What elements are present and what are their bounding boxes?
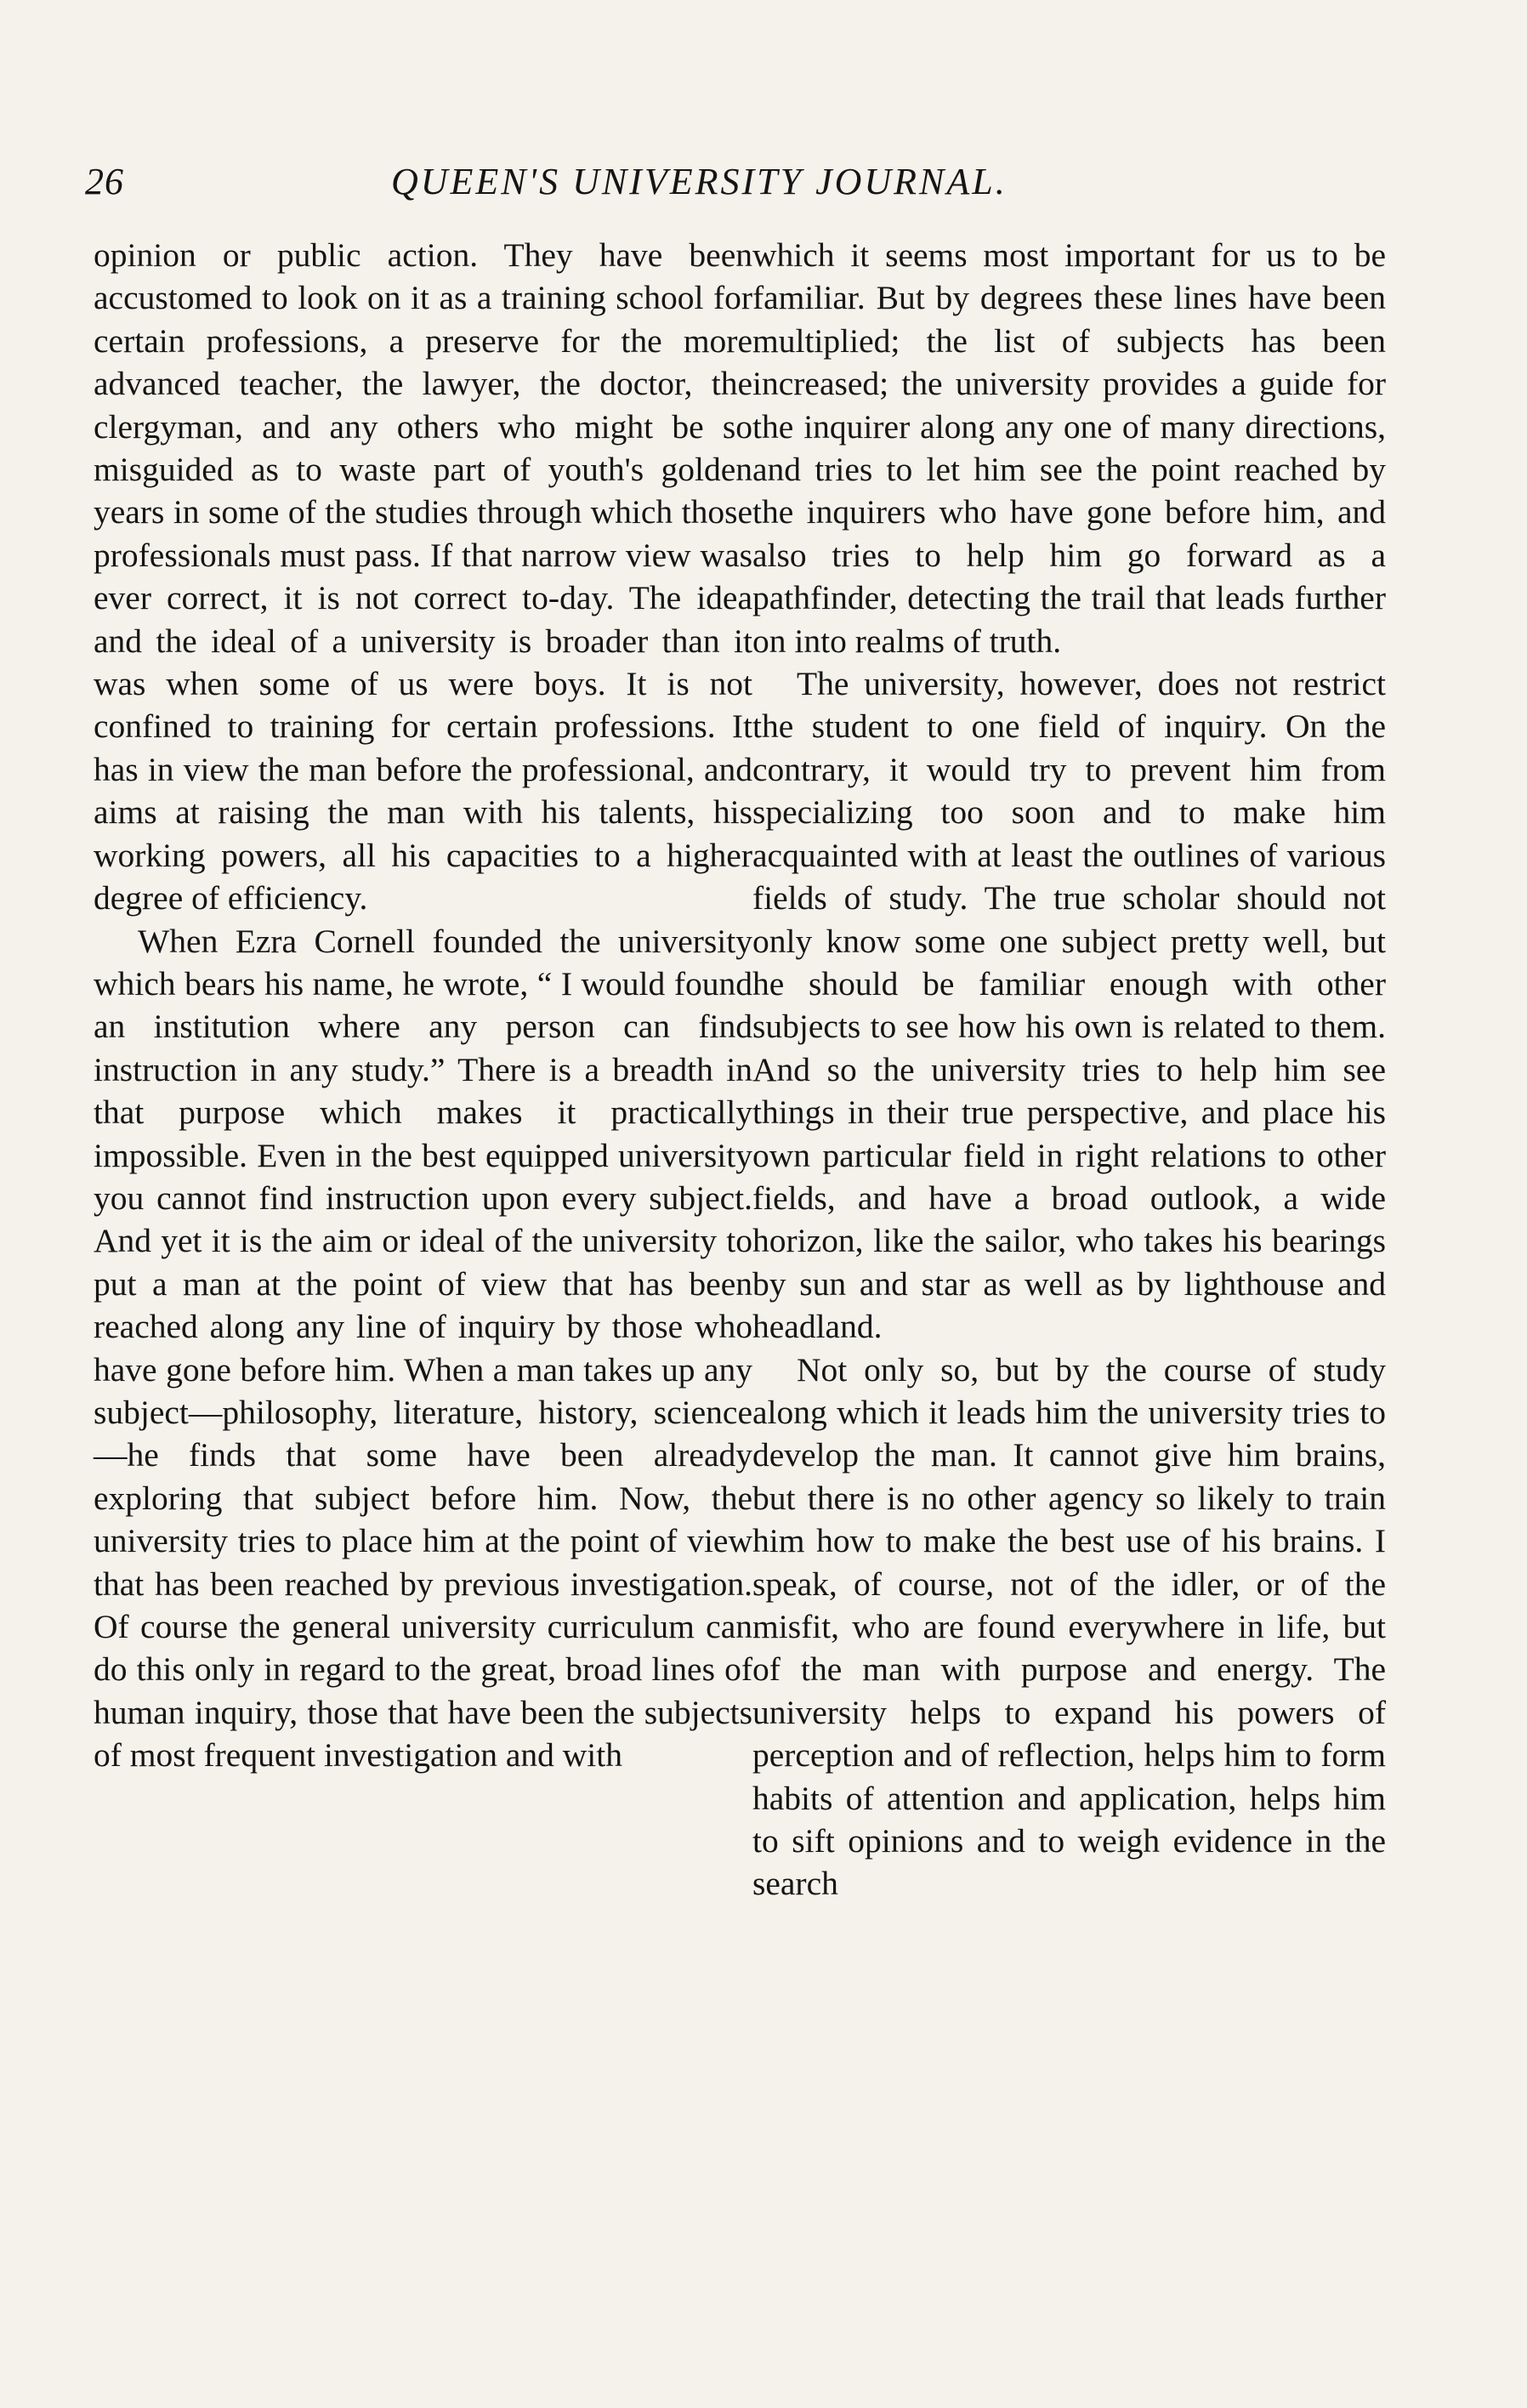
page-number: 26 bbox=[85, 161, 124, 202]
page-header bbox=[85, 151, 1054, 211]
paragraph: When Ezra Cornell founded the university which bears his name, he wrote, “ I would found an institution where any person can find instruction in any study.” There is a breadth in that purpose which makes it practically impossible. Even in the best equipped university you cannot find instruction upon every subject. And yet it is the aim or ideal of the university to put a man at the point of view that has been reached along any line of inquiry by those who have gone before him. When a man takes up any subject—philosophy, literature, history, science—he finds that some have been already exploring that subject before him. Now, the university tries to place him at the point of view that has been reached by previous investigation. Of course the general university curriculum can do this only in regard to the great, broad lines of human inquiry, those that have been the subjects of most frequent investigation and with bbox=[94, 922, 752, 1775]
right-column bbox=[752, 234, 1386, 1905]
running-title: QUEEN'S UNIVERSITY JOURNAL. bbox=[391, 161, 1008, 202]
paragraph: which it seems most important for us to be familiar. But by degrees these lines have been multiplied; the list of subjects has been increased; the university provides a guide for the inquirer along any one of many directions, and tries to let him see the point reached by the inquirers who have gone before him, and also tries to help him go forward as a pathfinder, detecting the trail that leads further on into realms of truth. bbox=[752, 236, 1386, 660]
paragraph: The university, however, does not restrict the student to one field of inquiry. On the contrary, it would try to prevent him from specializing too soon and to make him acquainted with at least the outlines of various fields of study. The true scholar should not only know some one subject pretty well, but he should be familiar enough with other subjects to see how his own is related to them. And so the university tries to help him see things in their true perspective, and place his own particular field in right relations to other fields, and have a broad outlook, a wide horizon, like the sailor, who takes his bearings by sun and star as well as by lighthouse and headland. bbox=[752, 665, 1386, 1346]
paragraph: Not only so, but by the course of study along which it leads him the university tries to develop the man. It cannot give him brains, but there is no other agency so likely to train him how to make the best use of his brains. I speak, of course, not of the idler, or of the misfit, who are found everywhere in life, but of the man with purpose and energy. The university helps to expand his powers of perception and of reflection, helps him to form habits of attention and application, helps him to sift opinions and to weigh evidence in the search bbox=[752, 1350, 1386, 1903]
paragraph: opinion or public action. They have been accustomed to look on it as a training school for certain professions, a preserve for the more advanced teacher, the lawyer, the doctor, the clergyman, and any others who might be so misguided as to waste part of youth's golden years in some of the studies through which those professionals must pass. If that narrow view was ever correct, it is not correct to-day. The idea and the ideal of a university is broader than it was when some of us were boys. It is not confined to training for certain professions. It has in view the man before the professional, and aims at raising the man with his talents, his working powers, all his capacities to a higher degree of efficiency. bbox=[94, 236, 752, 917]
left-column bbox=[94, 234, 752, 1777]
